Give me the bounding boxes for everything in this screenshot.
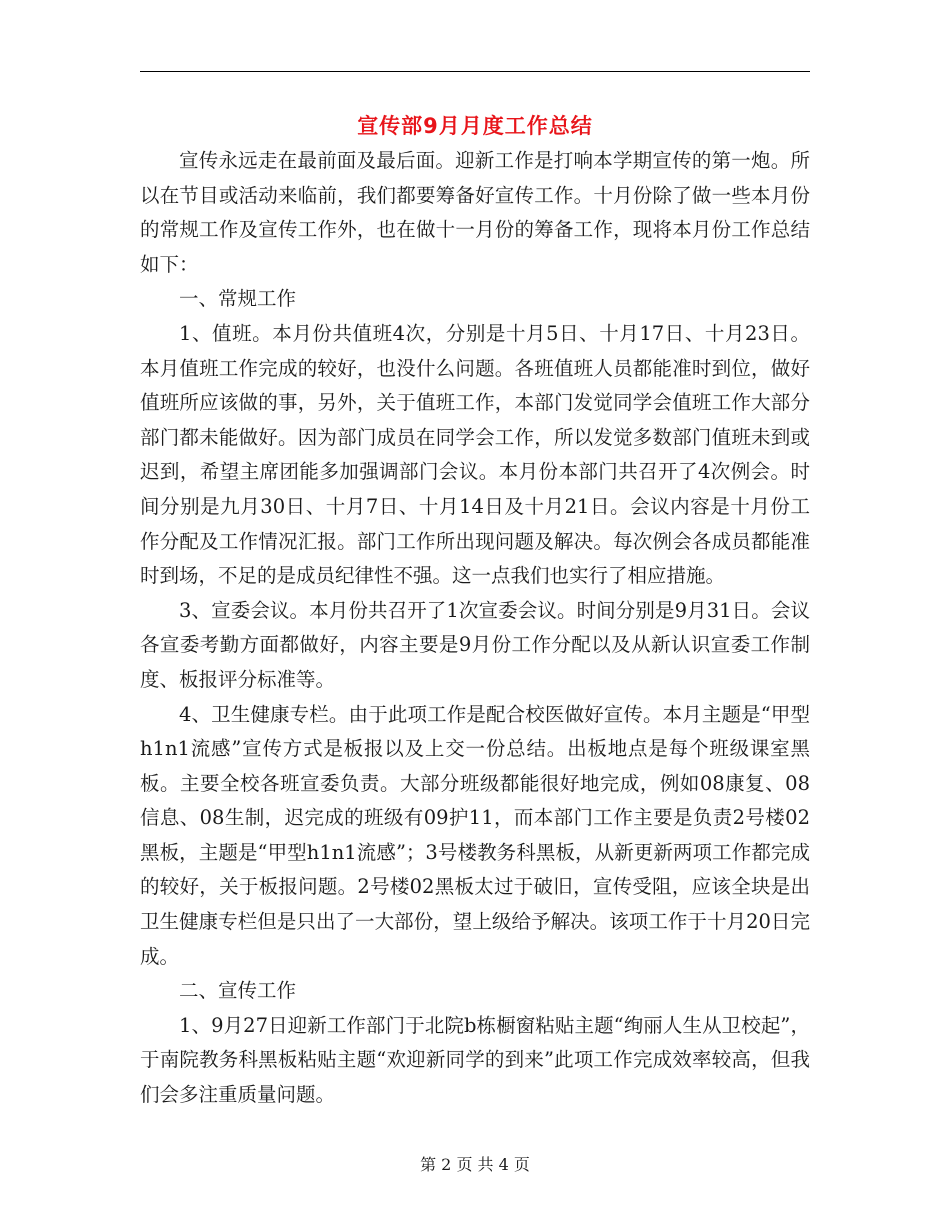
health-column-paragraph: 4、卫生健康专栏。由于此项工作是配合校医做好宣传。本月主题是“甲型h1n1流感”宣传方式是板报以及上交一份总结。出板地点是每个班级课室黑板。主要全校各班宣委负责。大部分班级都能很好地完成，例如08康复、08信息、08生制，迟完成的班级有09护11，而本部门工作主要是负责2号楼02黑板，主题是“甲型h1n1流感”；3号楼教务科黑板，从新更新两项工作都完成的较好，关于板报问题。2号楼02黑板太过于破旧，宣传受阻，应该全块是出卫生健康专栏但是只出了一大部份，望上级给予解决。该项工作于十月20日完成。 [140, 702, 810, 968]
committee-meeting-paragraph: 3、宣委会议。本月份共召开了1次宣委会议。时间分别是9月31日。会议各宣委考勤方面都做好，内容主要是9月份工作分配以及从新认识宣委工作制度、板报评分标准等。 [140, 598, 810, 691]
document-title: 宣传部9月月度工作总结 [357, 114, 593, 138]
intro-paragraph: 宣传永远走在最前面及最后面。迎新工作是打响本学期宣传的第一炮。所以在节目或活动来临前，我们都要筹备好宣传工作。十月份除了做一些本月份的常规工作及宣传工作外，也在做十一月份的筹备工作，现将本月份工作总结如下： [140, 149, 810, 276]
duty-paragraph: 1、值班。本月份共值班4次，分别是十月5日、十月17日、十月23日。本月值班工作完成的较好，也没什么问题。各班值班人员都能准时到位，做好值班所应该做的事，另外，关于值班工作，本部门发觉同学会值班工作大部分部门都未能做好。因为部门成员在同学会工作，所以发觉多数部门值班未到或迟到，希望主席团能多加强调部门会议。本月份本部门共召开了4次例会。时间分别是九月30日、十月7日、十月14日及十月21日。会议内容是十月份工作分配及工作情况汇报。部门工作所出现问题及解决。每次例会各成员都能准时到场，不足的是成员纪律性不强。这一点我们也实行了相应措施。 [140, 321, 810, 588]
section-heading-routine: 一、常规工作 [179, 287, 297, 311]
welcome-work-paragraph: 1、9月27日迎新工作部门于北院b栋橱窗粘贴主题“绚丽人生从卫校起”， 于南院教务科黑板粘贴主题“欢迎新同学的到来”此项工作完成效率较高，但我们会多注重质量问题。 [140, 1013, 810, 1107]
header-rule [140, 71, 810, 72]
document-body [140, 144, 810, 1113]
page-number-footer: 第 2 页 共 4 页 [420, 1155, 530, 1174]
section-heading-publicity: 二、宣传工作 [179, 979, 297, 1003]
